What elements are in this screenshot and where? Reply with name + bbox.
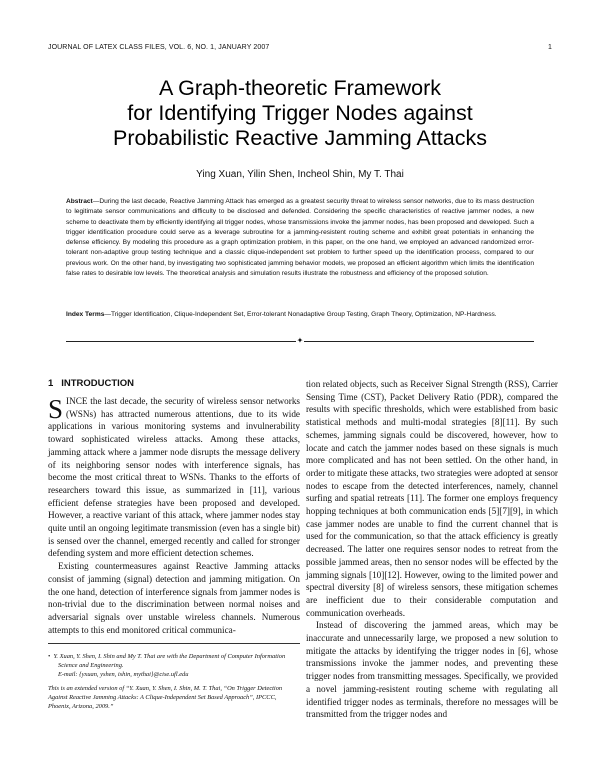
diamond-ornament-icon: ✦ <box>296 336 304 345</box>
section-heading <box>48 378 134 389</box>
section-title: INTRODUCTION <box>61 378 135 389</box>
title-line-2: for Identifying Trigger Nodes against <box>127 101 473 125</box>
intro-paragraph-1-text: INCE the last decade, the security of wireless sensor networks (WSNs) has attracted numerous attentions, due to its wide applications in various monitoring systems and invulnerability toward sophisticated wireless attacks. Among these attacks, jamming attack where a jammer node disrupts the message delivery of its neighboring sensor nodes with interference signals, has become the most critical threat to WSNs. Thanks to the efforts of researchers toward this issue, as summarized in [11], various efficient defense strategies have been proposed and developed. However, a reactive variant of this attack, where jammer nodes stay quite until an ongoing legitimate transmission (even has a single bit) is sensed over the channel, emerged recently and called for stronger defending system and more efficient detection schemes. <box>48 396 300 559</box>
running-header <box>48 44 552 51</box>
intro-paragraph-1 <box>48 395 300 560</box>
paper-title <box>48 76 552 151</box>
title-line-3: Probabilistic Reactive Jamming Attacks <box>112 126 487 150</box>
abstract-text: —During the last decade, Reactive Jamming Attack has emerged as a greatest security threat to wireless sensor networks, due to its mass destruction to legitimate sensor communications and difficulty to be disclosed and defended. Considering the specific characteristics of reactive jammer nodes, a new scheme to deactivate them by efficiently identifying all trigger nodes, whose transmissions invoke the jammer nodes, has been proposed and developed. Such a trigger identification procedure could serve as a leverage subroutine for a jamming-resistent routing scheme and exhibit great potentials in enhancing the defense efficiency. By modeling this procedure as a graph optimization problem, in this paper, on the one hand, we employed an advanced randomized error-tolerant non-adaptive group testing technique and a classic clique-independent set problem to further speed up the identification process, compared to our previous work. On the other hand, by investigating two sophisticated jamming behavior models, we proposed an efficient algorithm which limits the identification false rates to desirable low levels. The theoretical analysis and simulation results illustrate the robustness and efficiency of the proposed solution. <box>66 198 534 278</box>
index-terms <box>66 310 534 320</box>
footnote-email: E-mail: {yxuan, yshen, ishin, mythai}@cise.ufl.edu <box>58 671 189 678</box>
index-terms-label: Index Terms <box>66 311 105 318</box>
footnotes <box>48 652 300 711</box>
right-column <box>306 378 558 721</box>
intro-paragraph-2: Existing countermeasures against Reactive Jamming attacks consist of jamming (signal) detection and jamming mitigation. On the one hand, detection of interference signals from jammer nodes is non-trivial due to the discrimination between normal noises and adversarial signals over unstable wireless channels. Numerous attempts to this end monitored critical communica- <box>48 561 300 635</box>
abstract-label: Abstract <box>66 198 93 205</box>
section-number: 1 <box>48 378 54 389</box>
dropcap: S <box>48 394 64 424</box>
index-terms-text: —Trigger Identification, Clique-Independent Set, Error-tolerant Nonadaptive Group Testing, Graph Theory, Optimization, NP-Hardness. <box>104 311 497 318</box>
abstract <box>66 197 534 279</box>
author-list: Ying Xuan, Yilin Shen, Incheol Shin, My T. Thai <box>196 169 404 180</box>
right-paragraph-2: Instead of discovering the jammed areas, which may be inaccurate and unnecessarily large, we proposed a new solution to mitigate the attacks by identifying the trigger nodes in [6], whose transmissions invoke the jammer nodes, and preventing these trigger nodes from transmitting messages. Specifically, we provided a novel jamming-resistent routing scheme with regulating all identified trigger nodes as terminals, therefore no messages will be transmitted from the trigger nodes and <box>306 620 558 720</box>
footnote-extended-version: This is an extended version of “Y. Xuan, Y. Shen, I. Shin, M. T. Thai, “On Trigger Detection Against Reactive Jamming Attacks: A Clique-Independent Set Based Approach”, IPCCC, Phoenix, Arizona, 2009.” <box>48 685 283 710</box>
bullet-icon: • <box>48 653 51 660</box>
footnote-rule <box>48 643 300 644</box>
title-line-1: A Graph-theoretic Framework <box>159 76 441 100</box>
footnote-affiliation <box>48 652 300 670</box>
page-number: 1 <box>548 44 552 51</box>
journal-name: JOURNAL OF LATEX CLASS FILES, VOL. 6, NO. 1, JANUARY 2007 <box>48 44 270 51</box>
left-column <box>48 395 300 636</box>
affiliation-text: Y. Xuan, Y. Shen, I. Shin and My T. Thai are with the Department of Computer Information Science and Engineering. <box>53 653 286 669</box>
right-paragraph-1: tion related objects, such as Receiver Signal Strength (RSS), Carrier Sensing Time (CST), Packet Delivery Ratio (PDR), compared the results with specific thresholds, which were established from basic statistical methods and multi-modal strategies [8][11]. By such schemes, jamming signals could be discovered, however, how to locate and catch the jammer nodes based on these signals is much more complicated and has not been settled. On the other hand, in order to mitigate these attacks, two strategies were adopted at sensor nodes to escape from the detected interferences, namely, channel surfing and spatial retreats [11]. The former one employs frequency hopping techniques at both communication ends [5][7][9], in which case jammer nodes are unable to find the current channel that is used for the communication, so that the attack efficiency is greatly decreased. The latter one requires sensor nodes to retreat from the possible jammed areas, then no sensor nodes will be effected by the jamming signals [10][12]. However, owing to the limited power and spectral diversity [8] of wireless sensors, these mitigation schemes are inefficient due to their considerable computation and communication overheads. <box>306 379 558 618</box>
